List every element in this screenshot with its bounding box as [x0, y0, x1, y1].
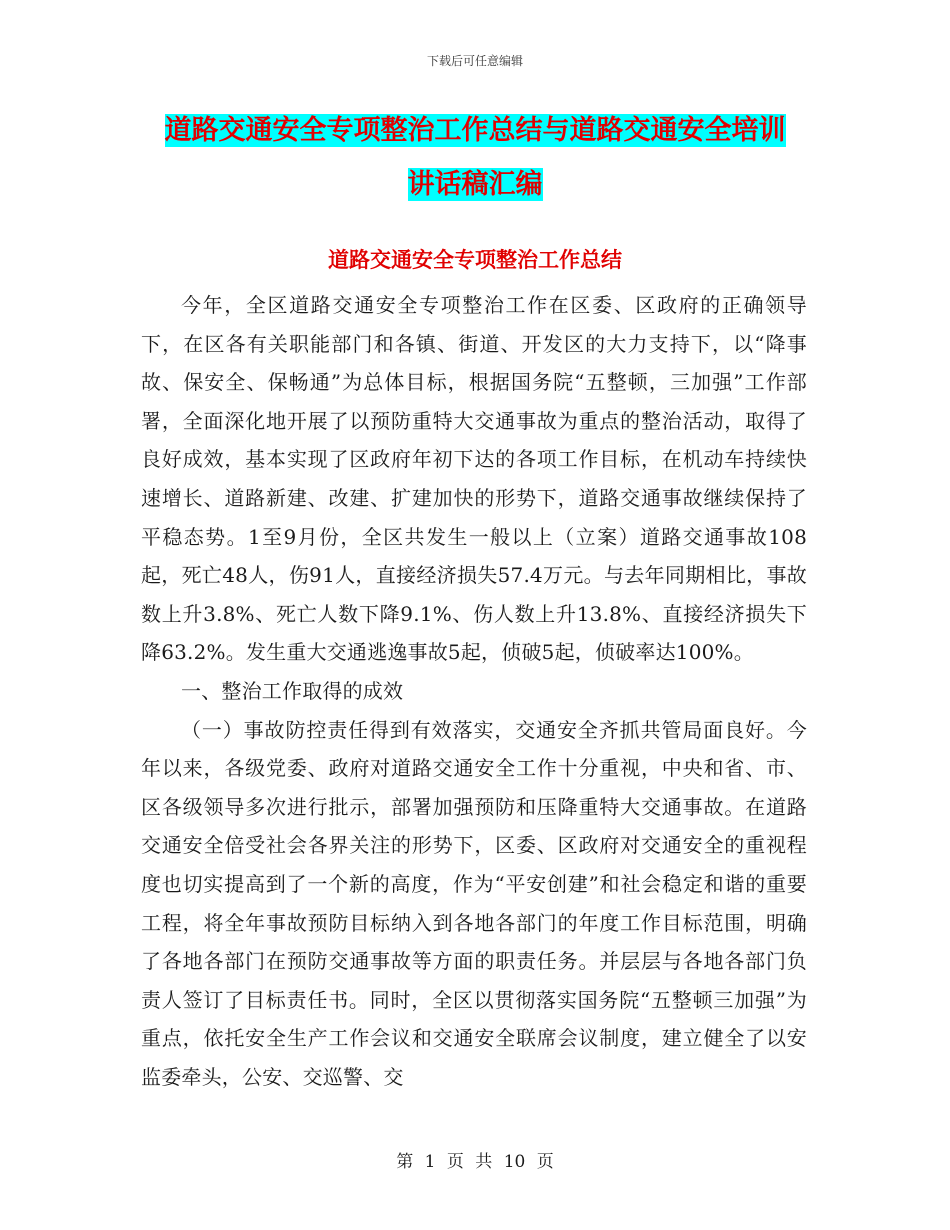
document-title-line-1: 道路交通安全专项整治工作总结与道路交通安全培训 — [164, 115, 786, 146]
document-title — [0, 104, 950, 212]
document-title-line-2: 讲话稿汇编 — [407, 169, 543, 200]
body-text — [141, 286, 807, 1096]
paragraph: （一）事故防控责任得到有效落实，交通安全齐抓共管局面良好。今年以来，各级党委、政府对道路交通安全工作十分重视，中央和省、市、区各级领导多次进行批示，部署加强预防和压降重特大交通事故。在道路交通安全倍受社会各界关注的形势下，区委、区政府对交通安全的重视程度也切实提高到了一个新的高度，作为“平安创建”和社会稳定和谐的重要工程，将全年事故预防目标纳入到各地各部门的年度工作目标范围，明确了各地各部门在预防交通事故等方面的职责任务。并层层与各地各部门负责人签订了目标责任书。同时，全区以贯彻落实国务院“五整顿三加强”为重点，依托安全生产工作会议和交通安全联席会议制度，建立健全了以安监委牵头，公安、交巡警、交 — [141, 717, 807, 1089]
paragraph-heading: 一、整治工作取得的成效 — [181, 678, 404, 703]
page-footer: 第 1 页 共 10 页 — [396, 1152, 554, 1172]
paragraph: 今年，全区道路交通安全专项整治工作在区委、区政府的正确领导下，在区各有关职能部门和各镇、街道、开发区的大力支持下，以“降事故、保安全、保畅通”为总体目标，根据国务院“五整顿，三加强”工作部署，全面深化地开展了以预防重特大交通事故为重点的整治活动，取得了良好成效，基本实现了区政府年初下达的各项工作目标，在机动车持续快速增长、道路新建、改建、扩建加快的形势下，道路交通事故继续保持了平稳态势。1至9月份，全区共发生一般以上（立案）道路交通事故108起，死亡48人，伤91人，直接经济损失57.4万元。与去年同期相比，事故数上升3.8%、死亡人数下降9.1%、伤人数上升13.8%、直接经济损失下降63.2%。发生重大交通逃逸事故5起，侦破5起，侦破率达100%。 — [141, 293, 807, 665]
header-note: 下载后可任意编辑 — [426, 54, 523, 68]
section-title: 道路交通安全专项整治工作总结 — [328, 248, 622, 272]
